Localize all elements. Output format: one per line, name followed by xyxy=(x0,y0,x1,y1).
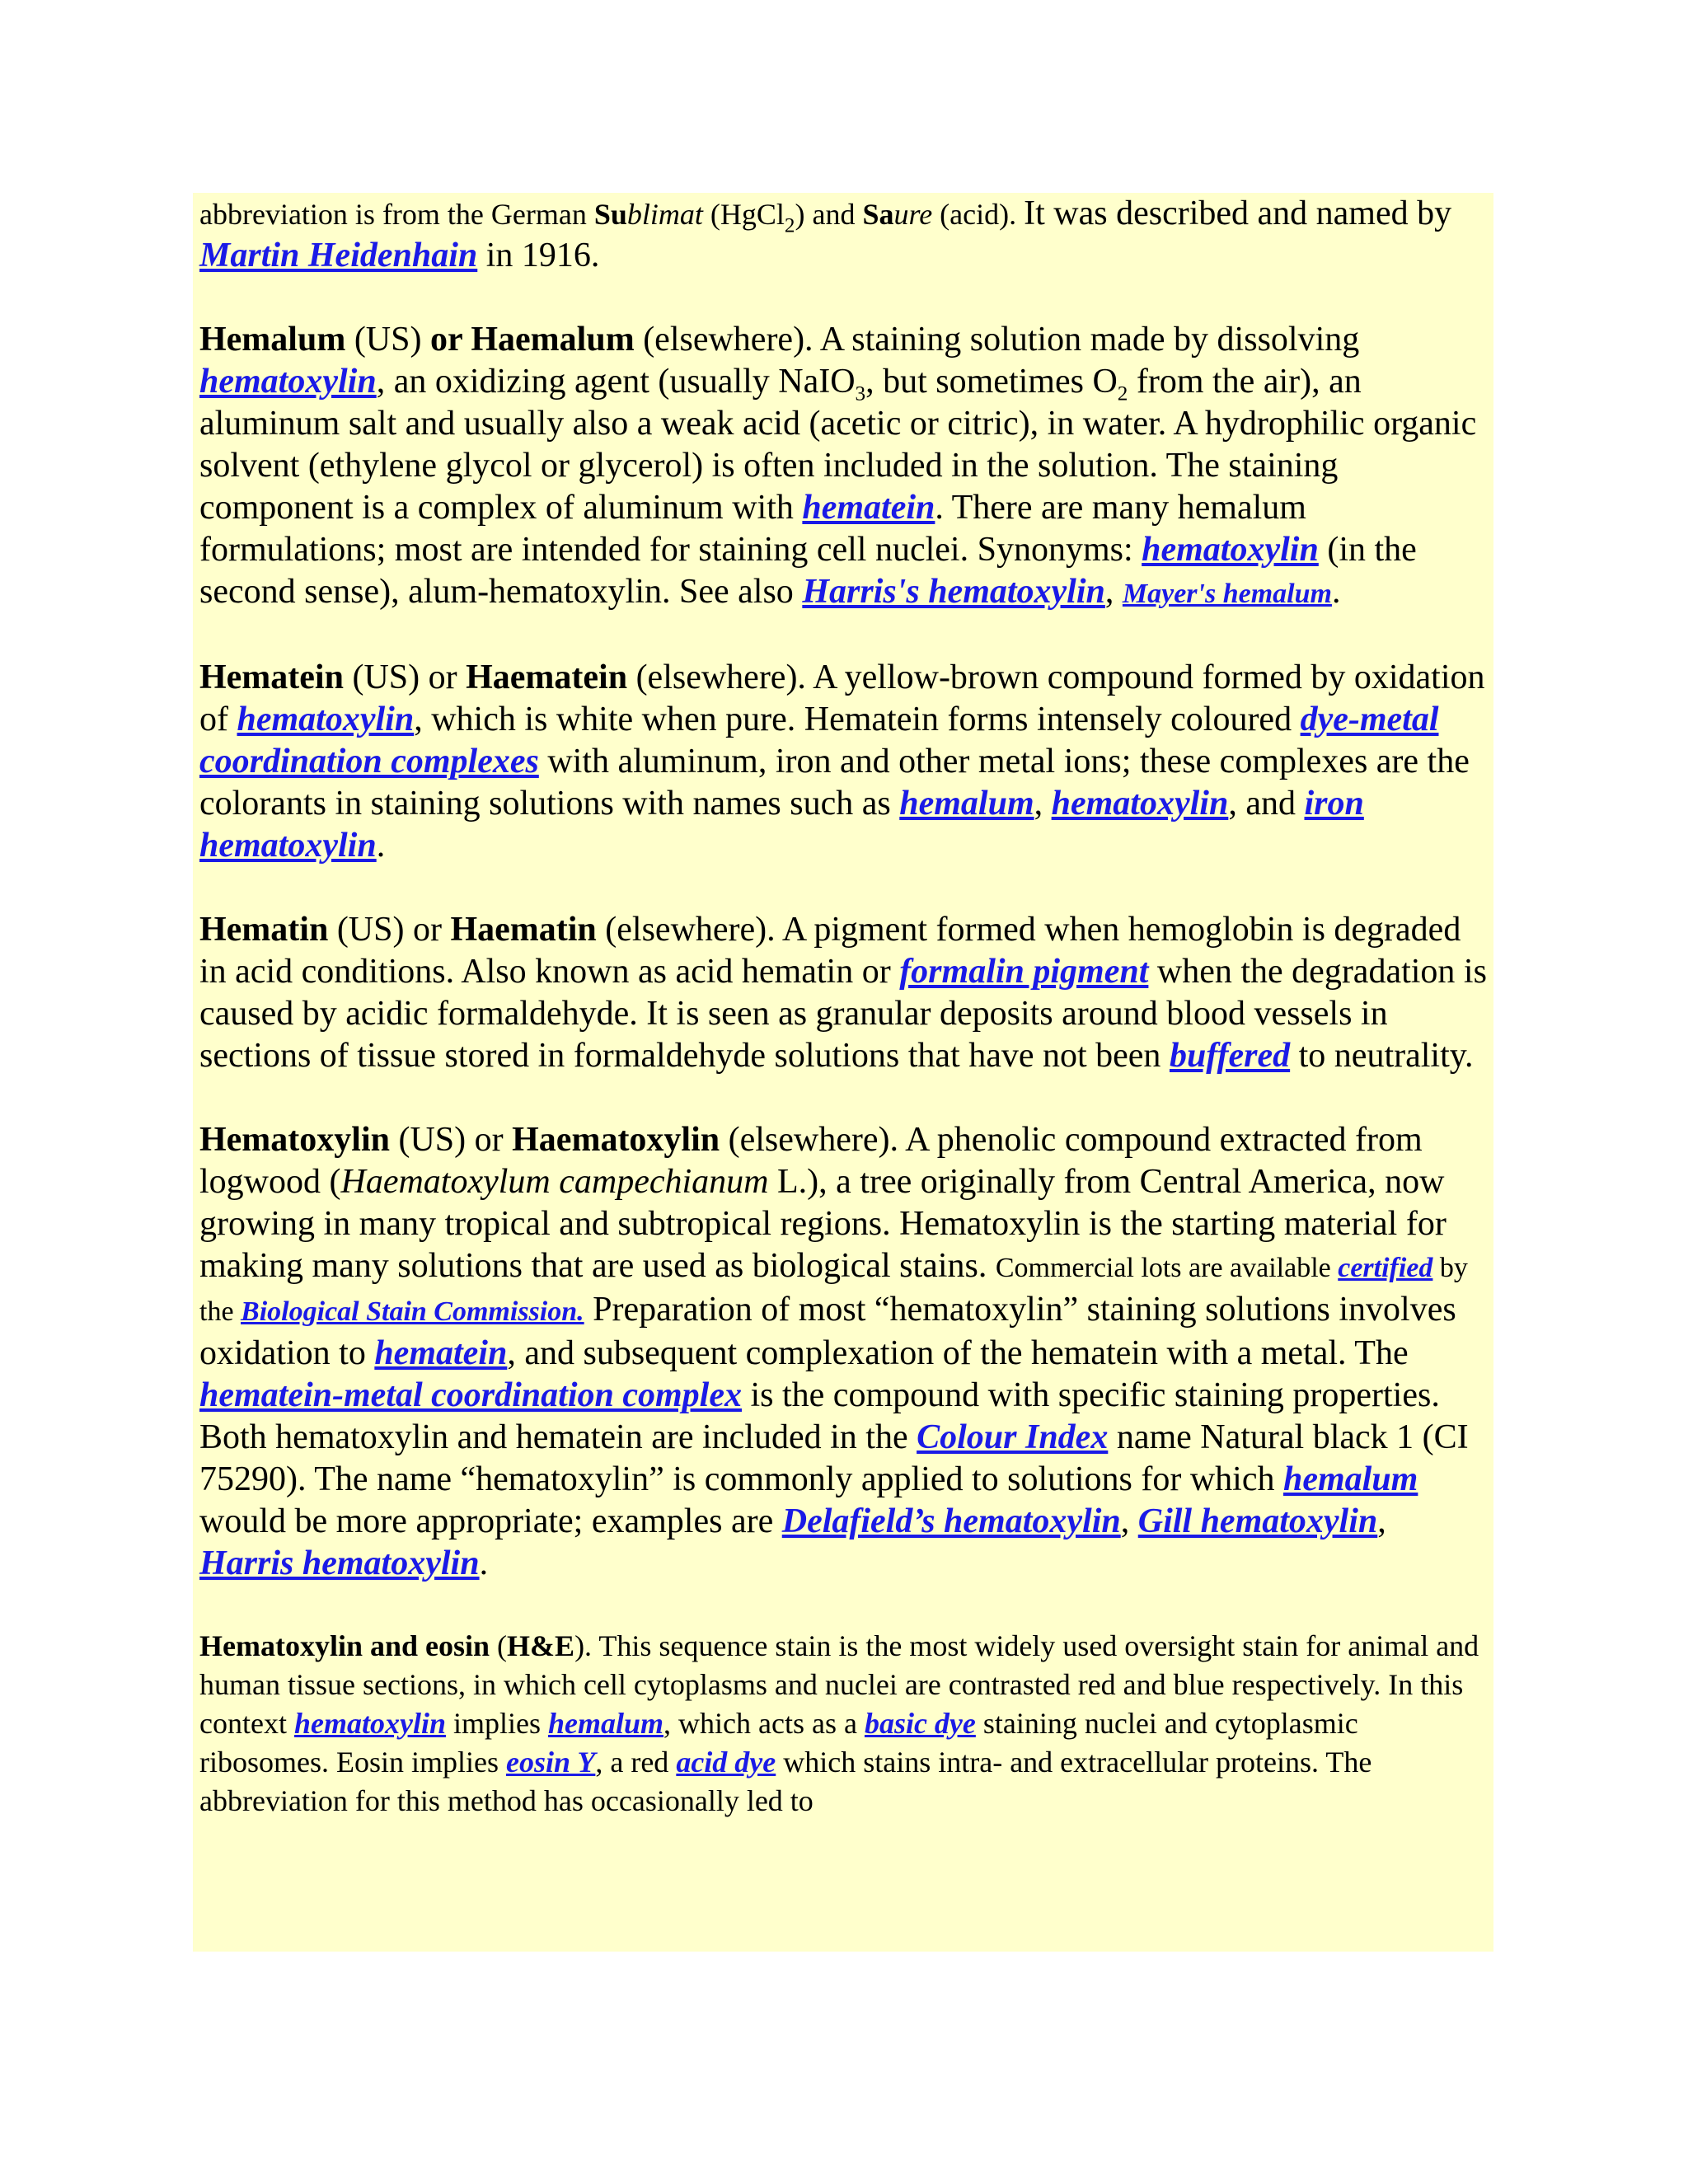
link-hemalum[interactable]: hemalum xyxy=(899,785,1034,823)
link-hemalum[interactable]: hemalum xyxy=(1282,1460,1418,1498)
text-italic: blimat xyxy=(626,198,703,231)
entry-abbreviation: H&E xyxy=(507,1629,575,1662)
text: which stains intra- and extracellular proteins. The abbreviation for this method has occasionally led to xyxy=(199,1746,1372,1817)
text: from the air), an aluminum salt and usually also a weak acid (acetic or citric), in water. A hydrophilic organic solvent (ethylene glycol or glycerol) is often included in the solution. The staining component is a complex of aluminum with xyxy=(199,363,1477,527)
link-iron-hematoxylin[interactable]: iron hematoxylin xyxy=(199,785,1364,865)
species-name: Haematoxylum campechianum xyxy=(340,1163,769,1201)
text: ( xyxy=(490,1629,508,1662)
entry-hemalum xyxy=(199,319,1487,615)
text: , which acts as a xyxy=(663,1707,865,1740)
text: , a red xyxy=(595,1746,677,1779)
text: in 1916. xyxy=(477,237,600,274)
text: name Natural black 1 (CI 75290). The name “hematoxylin” is commonly applied to solutions for which xyxy=(199,1418,1469,1498)
text: (US) or xyxy=(343,658,467,696)
text-bold: Sa xyxy=(862,198,894,231)
link-hematoxylin[interactable]: hematoxylin xyxy=(237,701,415,738)
text: when the degradation is caused by acidic formaldehyde. It is seen as granular deposits around blood vessels in sections of tissue stored in formaldehyde solutions that have not been xyxy=(199,953,1487,1075)
text: (elsewhere). A staining solution made by dissolving xyxy=(634,321,1360,359)
subscript: 2 xyxy=(1117,382,1128,405)
text: , and subsequent complexation of the hematein with a metal. The xyxy=(507,1334,1409,1372)
text: (HgCl xyxy=(702,198,785,231)
link-biological-stain-commission[interactable]: Biological Stain Commission. xyxy=(241,1296,584,1327)
link-hematein[interactable]: hematein xyxy=(374,1334,508,1372)
text: Commercial lots are available xyxy=(995,1253,1339,1283)
entry-term: Hemalum xyxy=(199,321,346,359)
text: (US) xyxy=(345,321,430,359)
entry-term-alt: or Haemalum xyxy=(429,321,635,359)
text: (elsewhere). A pigment formed when hemoglobin is degraded in acid conditions. Also known as acid hematin or xyxy=(199,911,1461,991)
text: L.), a tree originally from Central America, now growing in many tropical and subtropical regions. Hematoxylin is the starting material for making many solutions that are used as biological stains. xyxy=(199,1163,1447,1285)
text: , an oxidizing agent (usually NaIO xyxy=(376,363,856,401)
text: It was described and named by xyxy=(1024,194,1452,232)
text-italic: ure xyxy=(893,198,933,231)
text: ) and xyxy=(795,198,863,231)
text: (US) or xyxy=(328,911,451,949)
text: Preparation of most “hematoxylin” staining solutions involves oxidation to xyxy=(199,1291,1456,1372)
text: is the compound with specific staining properties. Both hematoxylin and hematein are included in the xyxy=(199,1376,1440,1456)
text-bold: Su xyxy=(593,198,627,231)
text: . xyxy=(1331,573,1341,611)
entry-term-alt: Haematein xyxy=(466,658,628,696)
link-delafields-hematoxylin[interactable]: Delafield’s hematoxylin xyxy=(781,1502,1121,1540)
text: would be more appropriate; examples are xyxy=(199,1502,782,1540)
entry-term-alt: Haematin xyxy=(450,911,597,949)
glossary-page-block xyxy=(193,193,1493,1952)
text: (elsewhere). A phenolic compound extracted from logwood ( xyxy=(199,1121,1423,1201)
text: , xyxy=(1034,785,1052,823)
entry-term: Hematoxylin xyxy=(199,1121,390,1159)
link-dye-metal-coordination-complexes[interactable]: dye-metal coordination complexes xyxy=(199,701,1439,780)
text: staining nuclei and cytoplasmic ribosomes. Eosin implies xyxy=(199,1707,1358,1779)
text: , but sometimes O xyxy=(865,363,1118,401)
link-gill-hematoxylin[interactable]: Gill hematoxylin xyxy=(1137,1502,1378,1540)
link-hematoxylin[interactable]: hematoxylin xyxy=(199,363,377,401)
entry-hematoxylin xyxy=(199,1119,1487,1585)
entry-term: Hematin xyxy=(199,911,329,949)
link-harris-hematoxylin[interactable]: Harris's hematoxylin xyxy=(802,573,1105,611)
text: (acid). xyxy=(932,198,1025,231)
link-hematoxylin[interactable]: hematoxylin xyxy=(1142,531,1319,569)
paragraph-heidenhain-continuation xyxy=(199,193,1487,277)
subscript: 2 xyxy=(784,214,795,237)
text: ). This sequence stain is the most widely used oversight stain for animal and human tissue sections, in which cell cytoplasms and nuclei are contrasted red and blue respectively. In this context xyxy=(199,1629,1479,1740)
entry-hematin xyxy=(199,909,1487,1077)
link-harris-hematoxylin[interactable]: Harris hematoxylin xyxy=(199,1544,480,1582)
text: (US) or xyxy=(389,1121,513,1159)
entry-term: Hematein xyxy=(199,658,344,696)
link-hematoxylin[interactable]: hematoxylin xyxy=(293,1707,446,1740)
text: , and xyxy=(1228,785,1305,823)
link-martin-heidenhain[interactable]: Martin Heidenhain xyxy=(199,237,478,274)
link-hematein-metal-coordination-complex[interactable]: hematein-metal coordination complex xyxy=(199,1376,742,1414)
link-formalin-pigment[interactable]: formalin pigment xyxy=(899,953,1149,991)
link-eosin-y[interactable]: eosin Y xyxy=(506,1746,596,1779)
subscript: 3 xyxy=(855,382,866,405)
text: implies xyxy=(445,1707,548,1740)
text: , xyxy=(1120,1502,1138,1540)
link-hemalum[interactable]: hemalum xyxy=(547,1707,664,1740)
link-hematoxylin[interactable]: hematoxylin xyxy=(1051,785,1229,823)
entry-term: Hematoxylin and eosin xyxy=(199,1629,490,1662)
link-hematein[interactable]: hematein xyxy=(802,489,935,527)
text: by the xyxy=(199,1253,1468,1327)
text: . There are many hemalum formulations; most are intended for staining cell nuclei. Synonyms: xyxy=(199,489,1306,569)
link-colour-index[interactable]: Colour Index xyxy=(917,1418,1109,1456)
link-basic-dye[interactable]: basic dye xyxy=(864,1707,976,1740)
text: , which is white when pure. Hematein forms intensely coloured xyxy=(414,701,1301,738)
text: , xyxy=(1377,1502,1386,1540)
text: to neutrality. xyxy=(1290,1037,1474,1075)
text: . xyxy=(479,1544,489,1582)
entry-hematoxylin-and-eosin xyxy=(199,1627,1487,1821)
link-mayers-hemalum[interactable]: Mayer's hemalum xyxy=(1122,579,1332,609)
entry-term-alt: Haematoxylin xyxy=(512,1121,720,1159)
text: with aluminum, iron and other metal ions; these complexes are the colorants in staining solutions with names such as xyxy=(199,743,1470,823)
entry-hematein xyxy=(199,657,1487,867)
text: (in the second sense), alum-hematoxylin. See also xyxy=(199,531,1417,611)
link-certified[interactable]: certified xyxy=(1338,1253,1433,1283)
text: . xyxy=(376,827,386,865)
text: abbreviation is from the German xyxy=(199,198,594,231)
text: , xyxy=(1104,573,1123,611)
link-acid-dye[interactable]: acid dye xyxy=(676,1746,776,1779)
text: (elsewhere). A yellow-brown compound formed by oxidation of xyxy=(199,658,1485,738)
link-buffered[interactable]: buffered xyxy=(1169,1037,1291,1075)
